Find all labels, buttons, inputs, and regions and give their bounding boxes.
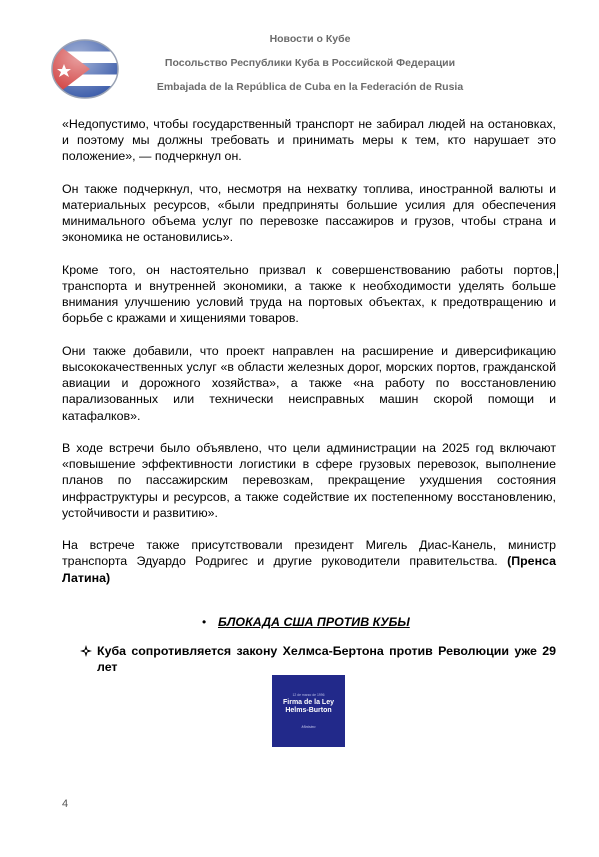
image-signature: Ministro bbox=[301, 724, 316, 729]
embassy-name-ru: Посольство Республики Куба в Российской Федерации bbox=[164, 57, 456, 69]
article-subheading: Куба сопротивляется закону Хелмса-Бертона против Революции уже 29 лет bbox=[97, 644, 556, 674]
section-heading: БЛОКАДА США ПРОТИВ КУБЫ bbox=[218, 615, 410, 629]
image-title-line: Helms-Burton bbox=[285, 707, 332, 714]
news-source: (Пренса Латина) bbox=[62, 554, 556, 585]
cuba-flag-logo bbox=[50, 38, 120, 100]
paragraph: «Недопустимо, чтобы государственный транспорт не забирал людей на остановках, и поэтому мы должны требовать и принимать меры к тем, кто нарушает это положение», — подчеркнул он. bbox=[62, 117, 556, 164]
image-title bbox=[272, 699, 345, 715]
page-number: 4 bbox=[62, 798, 69, 810]
text-cursor bbox=[557, 264, 558, 278]
paragraph-text: На встрече также присутствовали президент Мигель Диас-Канель, министр транспорта Эдуардо Родригес и другие руководители правительства. bbox=[62, 538, 556, 569]
image-title-line: Firma de la Ley bbox=[283, 699, 334, 706]
article-body bbox=[62, 116, 556, 602]
paragraph: Они также добавили, что проект направлен на расширение и диверсификацию высококачественных услуг «в области железных дорог, морских портов, гражданской авиации и дорожного хозяйства», а также «на работу по восстановлению парализованных или технически неисправных машин скорой помощи и катафалков». bbox=[62, 343, 556, 423]
paragraph: Он также подчеркнул, что, несмотря на нехватку топлива, иностранной валюты и материальных ресурсов, «были предприняты большие усилия для обеспечения минимального объема услуг по перевозке пассажиров и грузов, чтобы страна и экономика не остановились». bbox=[62, 181, 556, 245]
bullet-icon: • bbox=[202, 615, 207, 629]
paragraph: В ходе встречи было объявлено, что цели администрации на 2025 год включают «повышение эффективности логистики в сфере грузовых перевозок, выполнение планов по пассажирским перевозкам, прекращение ухудшения состояния инфраструктуры и ресурсов, а также содействие их постепенному восстановлению, устойчивости и развитию». bbox=[62, 441, 556, 520]
embassy-name-es: Embajada de la República de Cuba en la Federación de Rusia bbox=[156, 81, 464, 93]
newsletter-title: Новости о Кубе bbox=[269, 33, 351, 45]
image-date-line: 12 de marzo de 1996 bbox=[292, 693, 325, 697]
diamond-bullet-icon bbox=[80, 645, 92, 657]
paragraph: Кроме того, он настоятельно призвал к совершенствованию работы портов, транспорта и внутренней экономики, а также к необходимости уделять больше внимания улучшению условий труда на портовых объектах, к предотвращению и борьбе с кражами и хищениями товаров. bbox=[62, 262, 556, 326]
paragraph-final bbox=[62, 537, 556, 586]
helms-burton-image bbox=[272, 675, 345, 747]
